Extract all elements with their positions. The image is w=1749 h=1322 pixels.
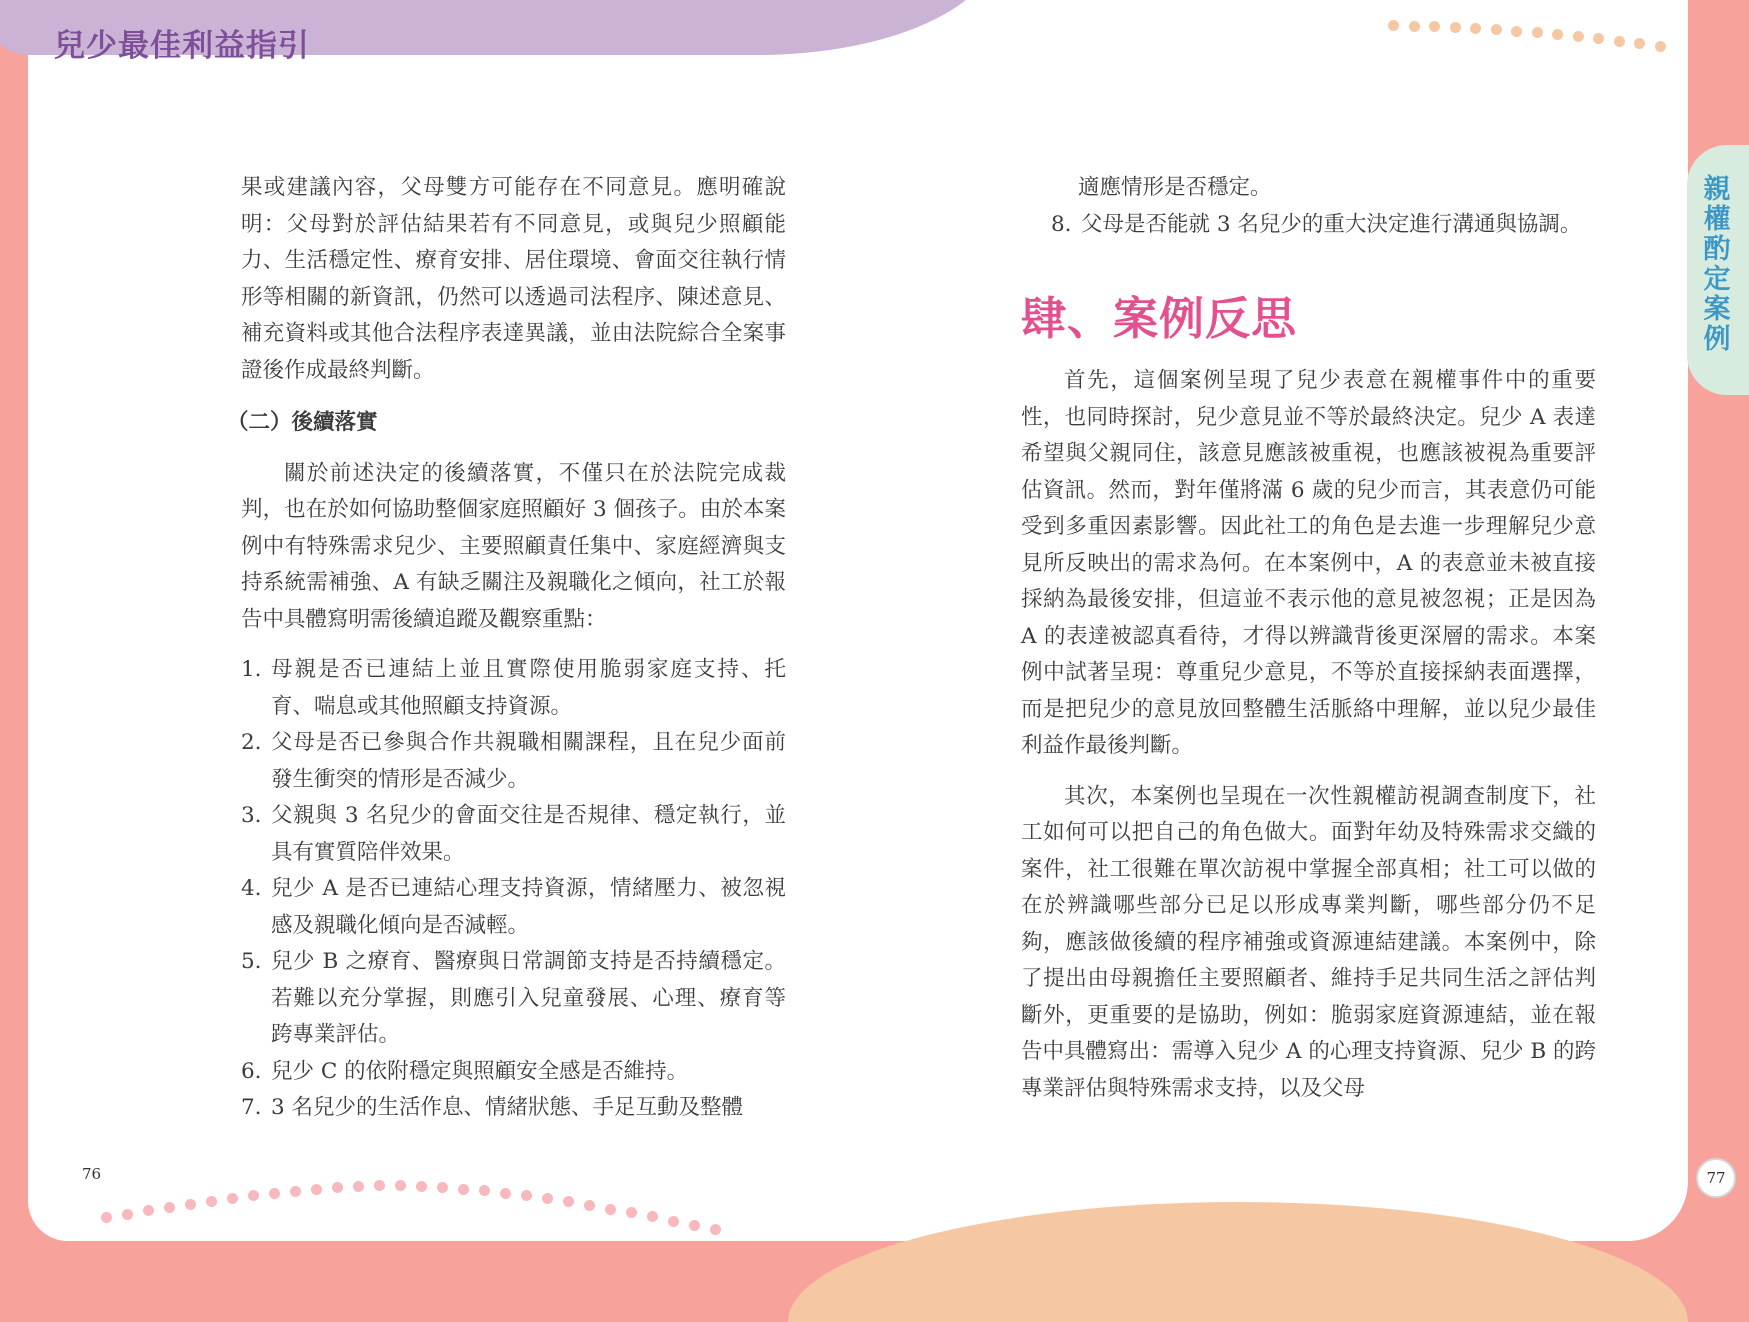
- dot-decoration: [1552, 29, 1563, 40]
- dot-decoration: [332, 1182, 343, 1193]
- paragraph: 其次，本案例也呈現在一次性親權訪視調查制度下，社工如何可以把自己的角色做大。面對年幼及特殊需求交織的案件，社工很難在單次訪視中掌握全部真相；社工可以做的在於辨識哪些部分已足以形成專業判斷，哪些部分仍不足夠，應該做後續的程序補強或資源連結建議。本案例中，除了提出由母親擔任主要照顧者、維持手足共同生活之評估判斷外，更重要的是協助，例如：脆弱家庭資源連結，並在報告中具體寫出：需導入兒少 A 的心理支持資源、兒少 B 的跨專業評估與特殊需求支持，以及父母: [1021, 783, 1596, 1101]
- list-number: 4.: [241, 876, 262, 901]
- dot-decoration: [311, 1184, 322, 1195]
- right-column: [1021, 170, 1596, 1121]
- list-item: [241, 652, 786, 725]
- dot-decoration: [563, 1196, 574, 1207]
- dot-decoration: [542, 1193, 553, 1204]
- follow-up-list-continued: [1051, 207, 1596, 244]
- list-item: [241, 725, 786, 798]
- dot-decoration: [668, 1216, 679, 1227]
- list-item: [241, 1054, 786, 1091]
- dot-decoration: [710, 1224, 721, 1235]
- list-text: 母親是否已連結上並且實際使用脆弱家庭支持、托育、喘息或其他照顧支持資源。: [271, 657, 786, 719]
- list-item: [241, 944, 786, 1054]
- dot-decoration: [374, 1180, 385, 1191]
- paragraph: 果或建議內容，父母雙方可能存在不同意見。應明確說明：父母對於評估結果若有不同意見，或與兒少照顧能力、生活穩定性、療育安排、居住環境、會面交往執行情形等相關的新資訊，仍然可以透過司法程序、陳述意見、補充資料或其他合法程序表達異議，並由法院綜合全案事證後作成最終判斷。: [241, 175, 786, 383]
- dot-decoration: [647, 1211, 658, 1222]
- list-text: 兒少 B 之療育、醫療與日常調節支持是否持續穩定。若難以充分掌握，則應引入兒童發展、心理、療育等跨專業評估。: [271, 949, 786, 1047]
- dot-decoration: [1593, 33, 1604, 44]
- dot-decoration: [248, 1190, 259, 1201]
- dot-decoration: [458, 1184, 469, 1195]
- dot-decoration: [1573, 31, 1584, 42]
- dot-decoration: [437, 1182, 448, 1193]
- list-number: 8.: [1051, 211, 1072, 237]
- list-number: 2.: [241, 730, 262, 755]
- dot-decoration: [1655, 41, 1666, 52]
- dot-decoration: [1388, 20, 1399, 31]
- dot-decoration: [185, 1199, 196, 1210]
- paragraph: 首先，這個案例呈現了兒少表意在親權事件中的重要性，也同時探討，兒少意見並不等於最終決定。兒少 A 表達希望與父親同住，該意見應該被重視，也應該被視為重要評估資訊。然而，對年僅將滿 6 歲的兒少而言，其表意仍可能受到多重因素影響。因此社工的角色是去進一步理解兒少意見所反映出的需求為何。在本案例中，A 的表意並未被直接採納為最後安排，但這並不表示他的意見被忽視；正是因為 A 的表達被認真看待，才得以辨識背後更深層的需求。本案例中試著呈現：尊重兒少意見，不等於直接採納表面選擇，而是把兒少的意見放回整體生活脈絡中理解，並以兒少最佳利益作最後判斷。: [1021, 368, 1596, 758]
- dot-decoration: [626, 1207, 637, 1218]
- dot-decoration: [605, 1204, 616, 1215]
- dot-decoration: [1450, 22, 1461, 33]
- dot-decoration: [584, 1200, 595, 1211]
- list-number: 6.: [241, 1058, 262, 1084]
- dot-decoration: [206, 1196, 217, 1207]
- left-column: [227, 170, 786, 1127]
- list-text: 兒少 C 的依附穩定與照顧安全感是否維持。: [271, 1058, 689, 1084]
- dot-decoration: [689, 1220, 700, 1231]
- list-text: 3 名兒少的生活作息、情緒狀態、手足互動及整體: [271, 1095, 744, 1120]
- follow-up-list: [241, 652, 786, 1127]
- list-number: 3.: [241, 803, 262, 828]
- list-number: 1.: [241, 657, 262, 682]
- dot-decoration: [1429, 21, 1440, 32]
- list-text: 父親與 3 名兒少的會面交往是否規律、穩定執行，並具有實質陪伴效果。: [271, 803, 786, 865]
- dot-decoration: [1532, 27, 1543, 38]
- dot-decoration: [1614, 36, 1625, 47]
- header-title: 兒少最佳利益指引: [54, 28, 310, 64]
- list-number: 5.: [241, 949, 262, 974]
- sub-heading: （二）後續落實: [227, 410, 378, 435]
- list-text: 兒少 A 是否已連結心理支持資源，情緒壓力、被忽視感及親職化傾向是否減輕。: [271, 876, 786, 938]
- dot-decoration: [1470, 23, 1481, 34]
- page-number-right: 77: [1696, 1158, 1736, 1198]
- section-heading: 肆、案例反思: [1021, 292, 1298, 345]
- list-item: [241, 798, 786, 871]
- dot-decoration: [143, 1205, 154, 1216]
- list-item: [241, 871, 786, 944]
- list-item: [1051, 207, 1596, 244]
- dot-decoration: [479, 1185, 490, 1196]
- chapter-tab-label: 親權酌定案例: [1703, 174, 1731, 355]
- dot-decoration: [1634, 38, 1645, 49]
- list-text: 父母是否已參與合作共親職相關課程，且在兒少面前發生衝突的情形是否減少。: [271, 730, 786, 792]
- list-item: [241, 1090, 786, 1127]
- dot-decoration: [122, 1209, 133, 1220]
- dot-decoration: [416, 1181, 427, 1192]
- dot-decoration: [500, 1188, 511, 1199]
- dot-decoration: [353, 1181, 364, 1192]
- list-continuation: 適應情形是否穩定。: [1078, 175, 1272, 200]
- dot-decoration: [290, 1186, 301, 1197]
- dot-decoration: [101, 1212, 112, 1223]
- dot-decoration: [395, 1180, 406, 1191]
- dot-decoration: [1511, 26, 1522, 37]
- dot-decoration: [521, 1190, 532, 1201]
- dot-decoration: [1491, 24, 1502, 35]
- dot-decoration: [1409, 21, 1420, 32]
- dot-decoration: [227, 1193, 238, 1204]
- page-number-left: 76: [82, 1165, 102, 1183]
- dot-decoration: [269, 1188, 280, 1199]
- paragraph: 關於前述決定的後續落實，不僅只在於法院完成裁判，也在於如何協助整個家庭照顧好 3 個孩子。由於本案例中有特殊需求兒少、主要照顧責任集中、家庭經濟與支持系統需補強、A 有缺乏關注及親職化之傾向，社工於報告中具體寫明需後續追蹤及觀察重點：: [241, 460, 786, 632]
- list-text: 父母是否能就 3 名兒少的重大決定進行溝通與協調。: [1081, 211, 1582, 237]
- list-number: 7.: [241, 1095, 262, 1120]
- footer-decoration: [788, 1202, 1688, 1322]
- dot-decoration: [164, 1202, 175, 1213]
